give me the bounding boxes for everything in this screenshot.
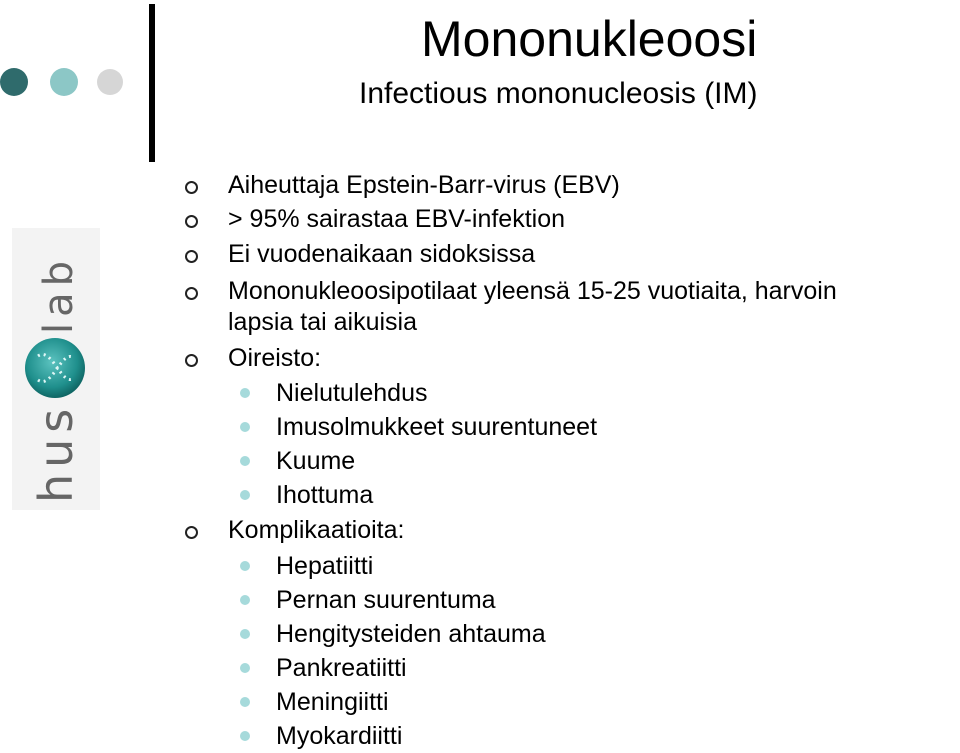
sub-bullet-icon: [240, 629, 250, 639]
sub-list-item: Meningiitti: [276, 688, 389, 716]
sub-bullet-icon: [240, 731, 250, 741]
title-block: [421, 8, 757, 70]
bullet-icon: [185, 287, 198, 300]
sub-bullet-icon: [240, 595, 250, 605]
dot-dark: [0, 68, 28, 96]
sub-list-item: Hepatiitti: [276, 552, 374, 580]
list-item: Oireisto:: [228, 344, 322, 372]
sub-bullet-icon: [240, 663, 250, 673]
huslab-logo: [12, 228, 100, 510]
list-item: Aiheuttaja Epstein-Barr-virus (EBV): [228, 171, 620, 199]
list-item: Mononukleoosipotilaat yleensä 15-25 vuotiaita, harvoin: [228, 277, 837, 305]
sub-list-item: Imusolmukkeet suurentuneet: [276, 413, 598, 441]
dot-mid: [50, 68, 78, 96]
list-item: > 95% sairastaa EBV-infektion: [228, 205, 565, 233]
sub-bullet-icon: [240, 422, 250, 432]
sub-list-item: Nielutulehdus: [276, 379, 428, 407]
bullet-icon: [185, 250, 198, 263]
sub-list-item: Hengitysteiden ahtauma: [276, 620, 546, 648]
sub-list-item: Ihottuma: [276, 481, 374, 509]
svg-text:lab: lab: [36, 254, 82, 334]
page-subtitle: Infectious mononucleosis (IM): [359, 77, 758, 110]
decor-dots: [0, 68, 140, 98]
bullet-icon: [185, 354, 198, 367]
bullet-icon: [185, 181, 198, 194]
bullet-icon: [185, 526, 198, 539]
list-item: Komplikaatioita:: [228, 516, 405, 544]
svg-text:hus: hus: [29, 402, 83, 503]
huslab-logo-icon: [12, 228, 100, 510]
sub-list-item: Pernan suurentuma: [276, 586, 496, 614]
sub-list-item: Kuume: [276, 447, 356, 475]
page-title: Mononukleoosi: [421, 11, 758, 67]
dot-light: [97, 69, 123, 95]
sub-bullet-icon: [240, 561, 250, 571]
list-item-continuation: lapsia tai aikuisia: [228, 308, 417, 336]
sub-bullet-icon: [240, 388, 250, 398]
sub-bullet-icon: [240, 490, 250, 500]
bullet-icon: [185, 215, 198, 228]
sub-list-item: Myokardiitti: [276, 722, 403, 750]
sub-list-item: Pankreatiitti: [276, 654, 407, 682]
sub-bullet-icon: [240, 697, 250, 707]
title-divider: [149, 4, 155, 162]
sub-bullet-icon: [240, 456, 250, 466]
list-item: Ei vuodenaikaan sidoksissa: [228, 240, 536, 268]
